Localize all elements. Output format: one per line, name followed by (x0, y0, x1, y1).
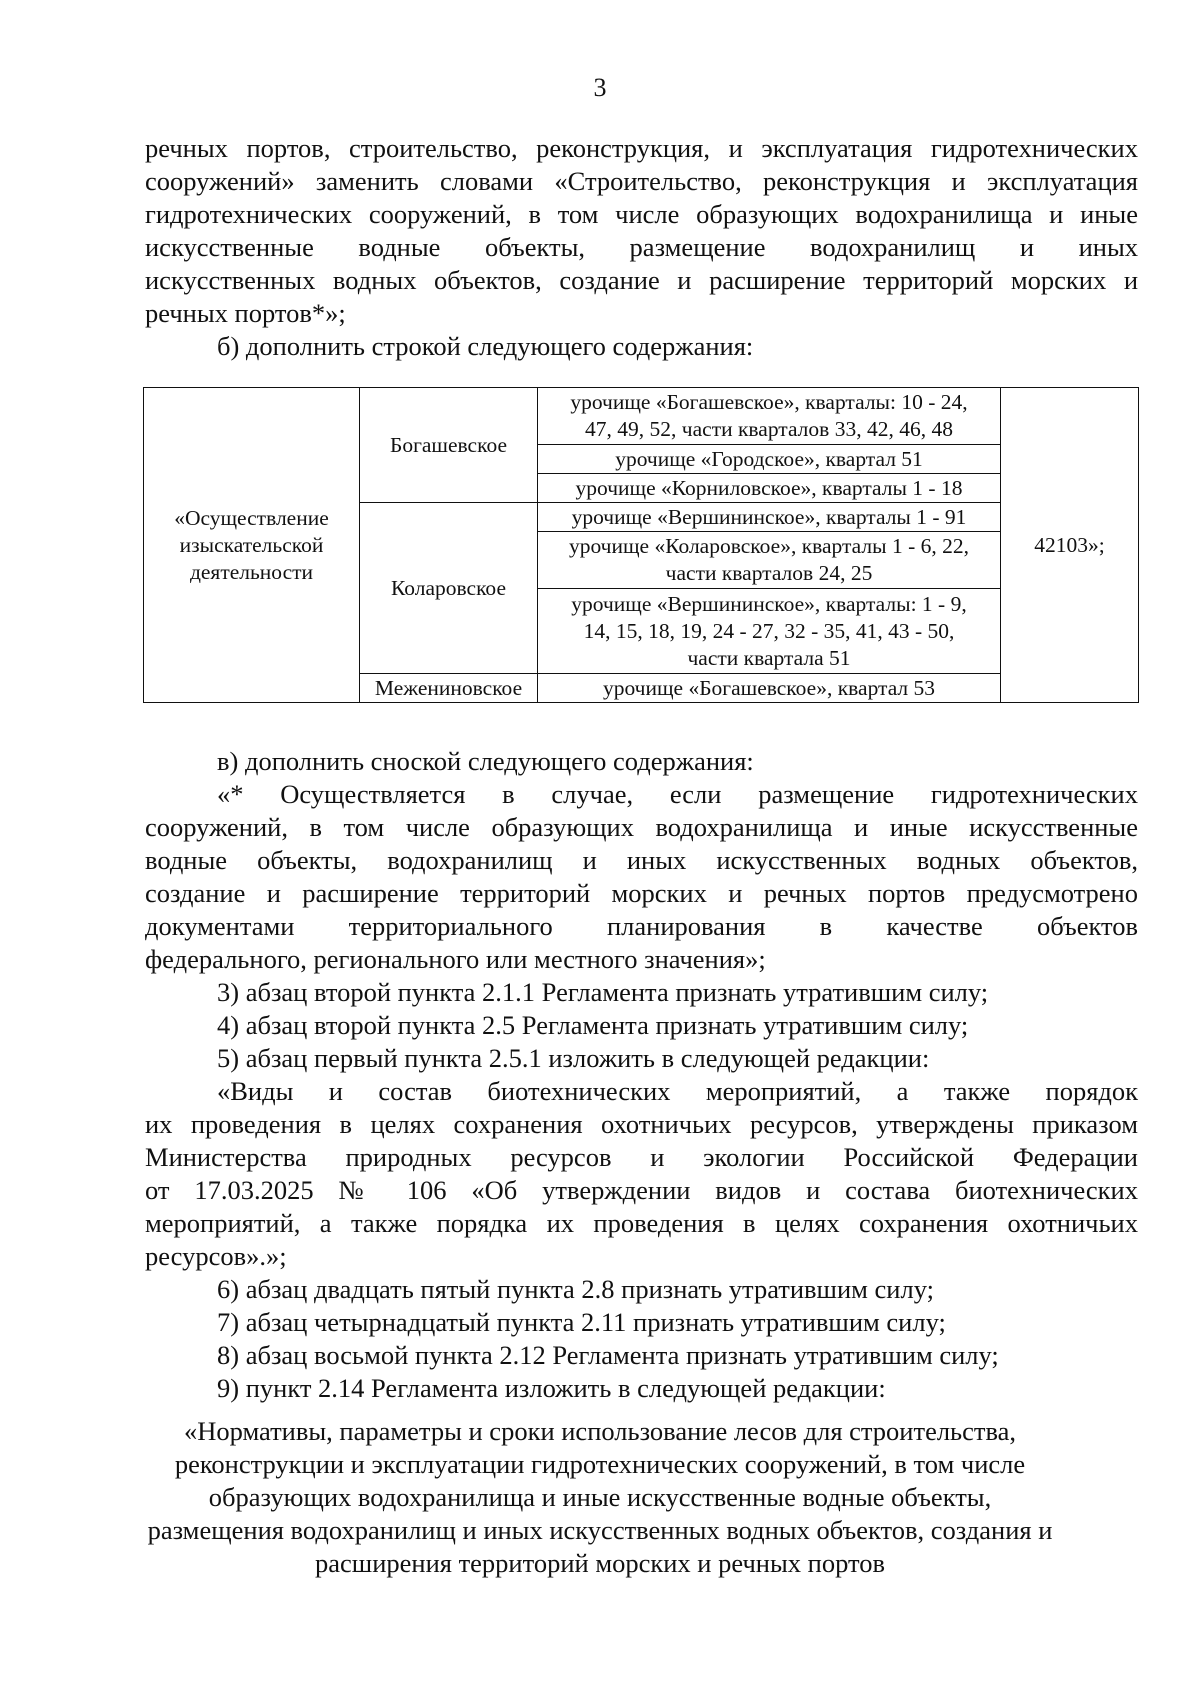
tract-cell: урочище «Вершининское», кварталы: 1 - 9, 14, 15, 18, 19, 24 - 27, 32 - 35, 41, 43 - 50, части квартала 51 (538, 589, 1001, 674)
text-line: от 17.03.2025 № 106 «Об утверждении видов и состава биотехнических (145, 1175, 1138, 1205)
item-4: 4) абзац второй пункта 2.5 Регламента признать утратившим силу; (217, 1010, 969, 1040)
section-heading (0, 1415, 1200, 1580)
item-v: в) дополнить сноской следующего содержания: (217, 746, 754, 776)
text-line: федерального, регионального или местного значения»; (145, 944, 766, 974)
item-9: 9) пункт 2.14 Регламента изложить в следующей редакции: (217, 1373, 886, 1403)
tract-cell: урочище «Вершининское», кварталы 1 - 91 (538, 503, 1001, 532)
tract-cell: урочище «Богашевское», квартал 53 (538, 674, 1001, 703)
tract-cell: урочище «Богашевское», кварталы: 10 - 24, 47, 49, 52, части кварталов 33, 42, 46, 48 (538, 388, 1001, 445)
forestry-cell: Межениновское (360, 674, 538, 703)
page-number: 3 (593, 73, 607, 102)
heading-line: расширения территорий морских и речных портов (315, 1548, 885, 1578)
text-line: искусственных водных объектов, создание и расширение территорий морских и (145, 265, 1138, 295)
text-line: водные объекты, водохранилищ и иных искусственных водных объектов, (145, 845, 1138, 875)
item-3: 3) абзац второй пункта 2.1.1 Регламента признать утратившим силу; (217, 977, 989, 1007)
text-line: «* Осуществляется в случае, если размещение гидротехнических (217, 779, 1138, 809)
item-7: 7) абзац четырнадцатый пункта 2.11 признать утратившим силу; (217, 1307, 946, 1337)
heading-line: реконструкции и эксплуатации гидротехнических сооружений, в том числе (174, 1449, 1026, 1479)
text-line: речных портов*»; (145, 298, 346, 328)
text-line: сооружений, в том числе образующих водохранилища и иные искусственные (145, 812, 1138, 842)
text-line: речных портов, строительство, реконструкция, и эксплуатация гидротехнических (145, 133, 1138, 163)
heading-line: «Нормативы, параметры и сроки использование лесов для строительства, (183, 1416, 1017, 1446)
heading-line: размещения водохранилищ и иных искусственных водных объектов, создания и (147, 1515, 1053, 1545)
tract-cell: урочище «Корниловское», кварталы 1 - 18 (538, 474, 1001, 503)
text-line: искусственные водные объекты, размещение водохранилищ и иных (145, 232, 1138, 262)
tract-cell: урочище «Коларовское», кварталы 1 - 6, 22, части кварталов 24, 25 (538, 532, 1001, 589)
text-line: создание и расширение территорий морских и речных портов предусмотрено (145, 878, 1138, 908)
forestry-cell: Коларовское (360, 503, 538, 674)
code-cell: 42103»; (1001, 388, 1139, 703)
item-b: б) дополнить строкой следующего содержания: (217, 331, 754, 361)
activity-cell: «Осуществление изыскательской деятельности (144, 388, 360, 703)
text-line: Министерства природных ресурсов и экологии Российской Федерации (145, 1142, 1138, 1172)
text-line: мероприятий, а также порядка их проведения в целях сохранения охотничьих (145, 1208, 1138, 1238)
paragraph-middle (145, 745, 1138, 1405)
item-6: 6) абзац двадцать пятый пункта 2.8 признать утратившим силу; (217, 1274, 934, 1304)
text-line: ресурсов».»; (145, 1241, 287, 1271)
text-line: «Виды и состав биотехнических мероприятий, а также порядок (217, 1076, 1138, 1106)
text-line: гидротехнических сооружений, в том числе образующих водохранилища и иные (145, 199, 1138, 229)
tract-cell: урочище «Городское», квартал 51 (538, 445, 1001, 474)
text-line: сооружений» заменить словами «Строительство, реконструкция и эксплуатация (145, 166, 1138, 196)
text-line: их проведения в целях сохранения охотничьих ресурсов, утверждены приказом (145, 1109, 1138, 1139)
forestry-cell: Богашевское (360, 388, 538, 503)
heading-line: образующих водохранилища и иные искусственные водные объекты, (208, 1482, 992, 1512)
paragraph-top (145, 132, 1138, 363)
item-5: 5) абзац первый пункта 2.5.1 изложить в следующей редакции: (217, 1043, 930, 1073)
forest-areas-table (143, 387, 1139, 703)
text-line: документами территориального планирования в качестве объектов (145, 911, 1138, 941)
item-8: 8) абзац восьмой пункта 2.12 Регламента признать утратившим силу; (217, 1340, 999, 1370)
